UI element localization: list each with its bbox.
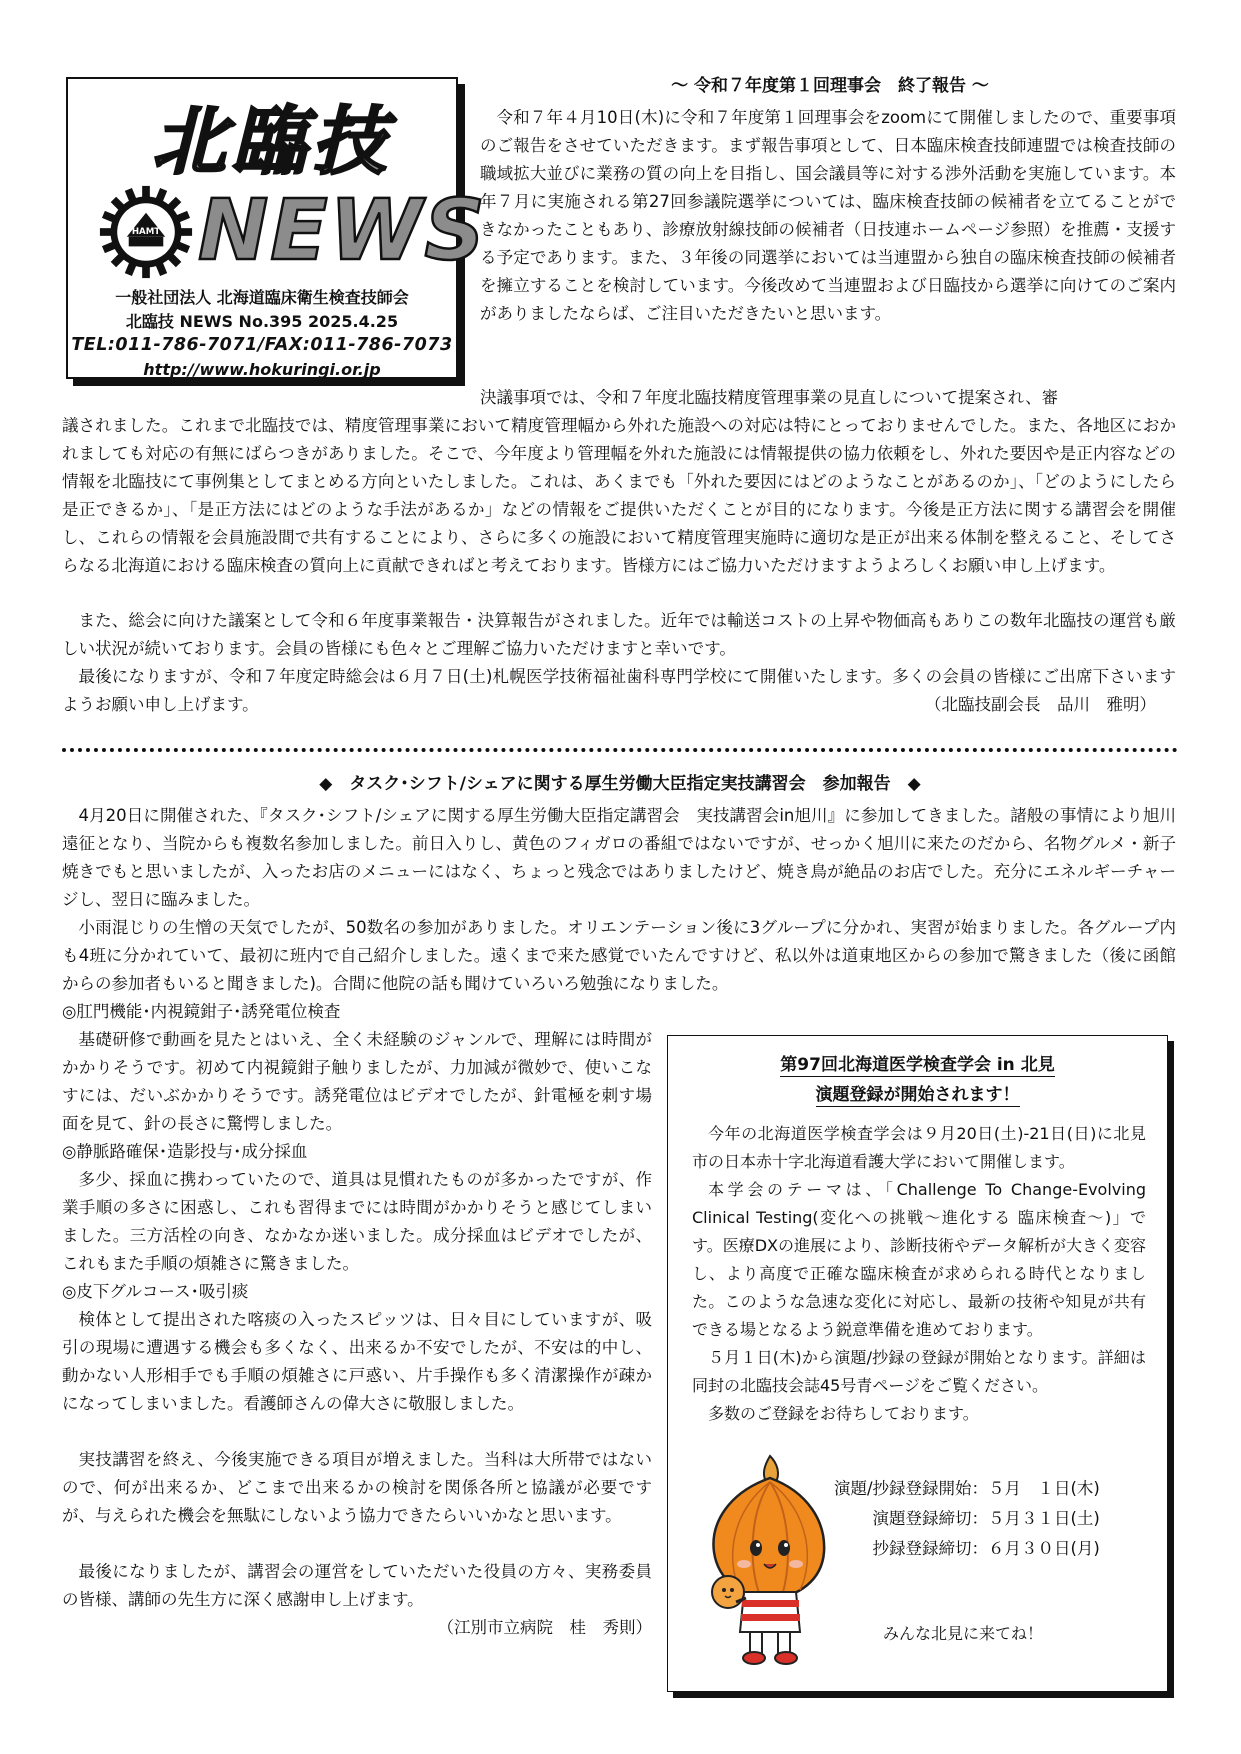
- event-paragraph-1: 今年の北海道医学検査学会は９月20日(土)-21日(日)に北見市の日本赤十字北海道看護大学において開催します。: [692, 1124, 1146, 1171]
- article2-section1-body: 基礎研修で動画を見たとはいえ、全く未経験のジャンルで、理解には時間がかかりそうです。初めて内視鏡鉗子触りましたが、力加減が微妙で、使いこなすには、だいぶかかりそうです。誘発電位はビデオでしたが、針電極を刺す場面を見て、針の長さに驚愕しました。: [62, 1030, 652, 1133]
- section-divider: [62, 748, 1178, 752]
- schedule-date: ５月３１日(土): [988, 1509, 1100, 1528]
- article1-paragraph-4: 最後になりますが、令和７年度定時総会は６月７日(土)札幌医学技術福祉歯科専門学校にて開催いたします。多くの会員の皆様にご出席下さいますようお願い申し上げます。: [62, 667, 1176, 714]
- event-paragraph-4: 多数のご登録をお待ちしております。: [708, 1404, 979, 1423]
- article1-title: ～ 令和７年度第１回理事会 終了報告 ～: [671, 76, 989, 96]
- masthead-news: NEWS: [198, 181, 487, 279]
- schedule-date: ５月 １日(木): [988, 1479, 1100, 1498]
- article2-paragraph-3: 実技講習を終え、今後実施できる項目が増えました。当科は大所帯ではないので、何が出来るか、どこまで出来るかの検討を関係各所と協議が必要ですが、与えられた機会を無駄にしないよう協力できたらいいかなと思います。: [62, 1450, 652, 1525]
- masthead-url[interactable]: http://www.hokuringi.or.jp: [143, 360, 381, 379]
- onion-mascot-icon: [700, 1452, 835, 1667]
- schedule-row: [818, 1474, 1118, 1504]
- masthead-org: 一般社団法人 北海道臨床衛生検査技師会: [115, 288, 409, 307]
- article2-section2-body: 多少、採血に携わっていたので、道具は見慣れたものが多かったですが、作業手順の多さに困惑し、これも習得までには時間がかかりそうと感じてしまいました。三方活栓の向き、なかなか迷いました。成分採血はビデオでしたが、これもまた手順の煩雑さに驚きました。: [62, 1170, 652, 1273]
- article2-section3-body: 検体として提出された喀痰の入ったスピッツは、日々目にしていますが、吸引の現場に遭遇する機会も多くなく、出来るか不安でしたが、不安は的中し、動かない人形相手でも手順の煩雑さに戸惑い、片手操作も多く清潔操作が疎かになってしまいました。看護師さんの偉大さに敬服しました。: [62, 1310, 652, 1413]
- article2-paragraph-2: 小雨混じりの生憎の天気でしたが、50数名の参加がありました。オリエンテーション後に3グループに分かれ、実習が始まりました。各グループ内も4班に分かれていて、最初に班内で自己紹介しました。遠くまで来た感覚でいたんですけど、私以外は道東地区からの参加で驚きました（後に函館からの参加者もいると聞きました)。合間に他院の話も聞けていろいろ勉強になりました。: [62, 918, 1176, 993]
- article1-paragraph-2a: 決議事項では、令和７年度北臨技精度管理事業の見直しについて提案され、審: [480, 388, 1059, 407]
- seal-text: HAMT: [131, 226, 161, 237]
- article2-title: ◆ タスク･シフト/シェアに関する厚生労働大臣指定実技講習会 参加報告 ◆: [319, 774, 921, 794]
- event-schedule: [818, 1474, 1118, 1564]
- event-closing: みんな北見に来てね！: [883, 1624, 1044, 1643]
- article1-signature: （北臨技副会長 品川 雅明）: [925, 695, 1156, 714]
- article2-signature: （江別市立病院 桂 秀則）: [437, 1618, 652, 1637]
- masthead-logo: [66, 77, 487, 379]
- article2-paragraph-4: 最後になりましたが、講習会の運営をしていただいた役員の方々、実務委員の皆様、講師の先生方に深く感謝申し上げます。: [62, 1562, 652, 1609]
- association-seal-icon: [98, 184, 194, 280]
- masthead-title: 北臨技: [152, 99, 392, 185]
- article1-paragraph-3: また、総会に向けた議案として令和６年度事業報告・決算報告がされました。近年では輸送コストの上昇や物価高もありこの数年北臨技の運営も厳しい状況が続いております。会員の皆様にも色々とご理解ご協力いただけますと幸いです。: [62, 611, 1176, 658]
- schedule-row: [818, 1504, 1118, 1534]
- schedule-date: ６月３０日(月): [988, 1539, 1100, 1558]
- article2-section1-heading: ◎肛門機能･内視鏡鉗子･誘発電位検査: [62, 1002, 341, 1021]
- article2-section2-heading: ◎静脈路確保･造影投与･成分採血: [62, 1142, 308, 1161]
- article1-paragraph-2b: 議されました。これまで北臨技では、精度管理事業において精度管理幅から外れた施設への対応は特にとっておりませんでした。また、各地区におかれましても対応の有無にばらつきがありました。そこで、今年度より管理幅を外れた施設には情報提供の協力依頼をし、外れた要因や是正内容などの情報を北臨技にて事例集としてまとめる方向といたしました。これは、あくまでも「外れた要因にはどのようなことがあるのか」、「どのようにしたら是正できるか」、「是正方法にはどのような手法があるか」などの情報をご提供いただくことが目的になります。今後是正方法に関する講習会を開催し、これらの情報を会員施設間で共有することにより、さらに多くの施設において精度管理実施時に適切な是正が出来る体制を整えること、そしてさらなる北海道における臨床検査の質向上に貢献できればと考えております。皆様方にはご協力いただけますようよろしくお願い申し上げます。: [62, 416, 1176, 575]
- event-paragraph-3: ５月１日(木)から演題/抄録の登録が開始となります。詳細は同封の北臨技会誌45号青ページをご覧ください。: [692, 1348, 1146, 1395]
- event-title-1: 第97回北海道医学検査学会 in 北見: [780, 1055, 1055, 1075]
- event-title-2: 演題登録が開始されます！: [815, 1085, 1020, 1105]
- schedule-label: 演題登録締切：: [872, 1509, 988, 1528]
- schedule-label: 演題/抄録登録開始：: [833, 1479, 988, 1498]
- masthead-issue: 北臨技 NEWS No.395 2025.4.25: [125, 312, 399, 331]
- schedule-row: [818, 1534, 1118, 1564]
- article2-section3-heading: ◎皮下グルコース･吸引痰: [62, 1282, 249, 1301]
- event-announcement-box: [667, 1035, 1168, 1692]
- article1-paragraph-1: 令和７年４月10日(木)に令和７年度第１回理事会をzoomにて開催しましたので、重要事項のご報告をさせていただきます。まず報告事項として、日本臨床検査技師連盟では検査技師の職域拡大並びに業務の質の向上を目指し、国会議員等に対する渉外活動を実施しています。本年７月に実施される第27回参議院選挙については、臨床検査技師の候補者を立てることができなかったこともあり、診療放射線技師の候補者（日技連ホームページ参照）を推薦・支援する予定であります。また、３年後の同選挙においては当連盟から独自の臨床検査技師の候補者を擁立することを検討しています。今後改めて当連盟および日臨技から選挙に向けてのご案内がありましたならば、ご注目いただきたいと思います。: [480, 108, 1176, 323]
- article2-paragraph-1: 4月20日に開催された、『タスク･シフト/シェアに関する厚生労働大臣指定講習会 実技講習会in旭川』に参加してきました。諸般の事情により旭川遠征となり、当院からも複数名参加しました。前日入りし、黄色のフィガロの番組ではないですが、せっかく旭川に来たのだから、名物グルメ・新子焼きでもと思いましたが、入ったお店のメニューにはなく、ちょっと残念ではありましたけど、焼き鳥が絶品のお店でした。充分にエネルギーチャージし、翌日に臨みました。: [62, 806, 1176, 909]
- schedule-label: 抄録登録締切：: [872, 1539, 988, 1558]
- masthead-tel: TEL:011-786-7071/FAX:011-786-7073: [71, 335, 453, 355]
- event-paragraph-2: 本学会のテーマは、「Challenge To Change-Evolving Clinical Testing(変化への挑戦～進化する 臨床検査～)」です。医療DXの進展により、診断技術やデータ解析が大きく変容し、より高度で正確な臨床検査が求められる時代となりました。このような急速な変化に対応し、最新の技術や知見が共有できる場となるよう鋭意準備を進めております。: [692, 1180, 1147, 1339]
